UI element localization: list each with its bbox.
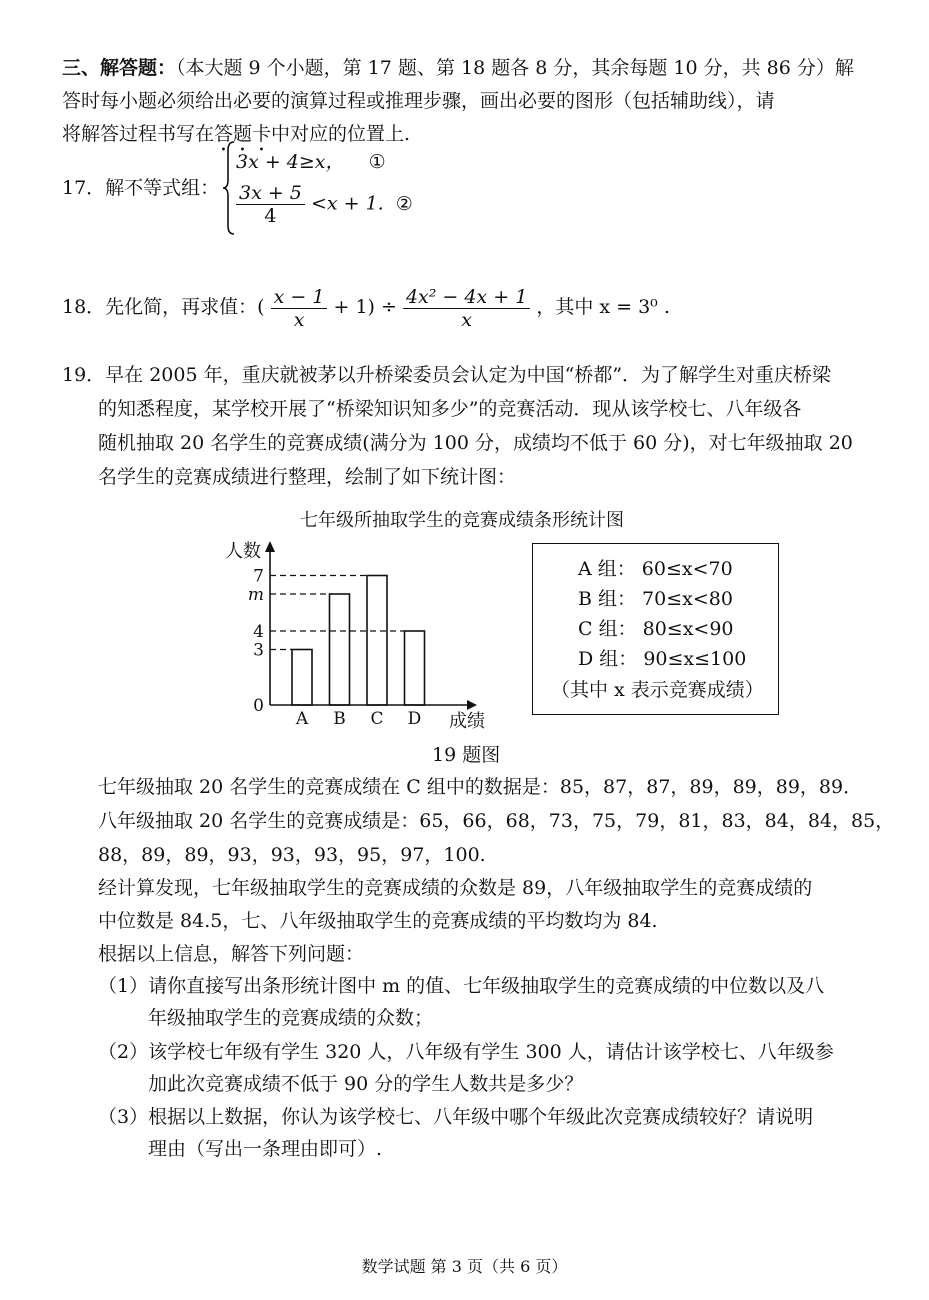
bar-c bbox=[367, 576, 387, 706]
q17-fraction bbox=[236, 182, 305, 227]
section-title: 三、解答题： bbox=[62, 57, 177, 79]
legend-item-c: C 组： 80≤x<90 bbox=[578, 618, 734, 640]
q19-body-6: 根据以上信息，解答下列问题： bbox=[98, 943, 365, 965]
q19-body-4: 经计算发现，七年级抽取学生的竞赛成绩的众数是 89，八年级抽取学生的竞赛成绩的 bbox=[98, 877, 813, 899]
q18-fraction-1 bbox=[271, 286, 328, 331]
y-axis-label: 人数 bbox=[225, 541, 261, 562]
q19-body-3: 88，89，89，93，93，93，95，97，100. bbox=[98, 844, 486, 866]
legend-item-b: B 组： 70≤x<80 bbox=[578, 588, 733, 610]
q19-sub2-line1: （2）该学校七年级有学生 320 人，八年级有学生 300 人，请估计该学校七、八年级参 bbox=[98, 1041, 834, 1063]
q17-inequality-1 bbox=[236, 147, 386, 177]
chart-guides bbox=[270, 576, 405, 650]
x-tick-c: C bbox=[370, 709, 384, 729]
y-axis-arrow bbox=[265, 541, 275, 552]
x-tick-a: A bbox=[295, 709, 309, 729]
q19-sub2-line2: 加此次竞赛成绩不低于 90 分的学生人数共是多少？ bbox=[148, 1073, 584, 1095]
q19-body-5: 中位数是 84.5，七、八年级抽取学生的竞赛成绩的平均数均为 84. bbox=[98, 910, 658, 932]
q19-sub1-line2: 年级抽取学生的竞赛成绩的众数； bbox=[148, 1007, 434, 1029]
y-tick-7: 7 bbox=[253, 566, 264, 587]
y-tick-m: m bbox=[247, 585, 264, 605]
q18-frac2-num: 4x² − 4x + 1 bbox=[403, 286, 530, 309]
q17-marker-1: ① bbox=[368, 151, 386, 173]
answer-card-emphasis: 答题卡 bbox=[214, 123, 272, 145]
bar-b bbox=[330, 594, 350, 705]
bar-chart bbox=[225, 535, 495, 735]
bar-a bbox=[292, 650, 312, 706]
q18-fraction-2 bbox=[403, 286, 530, 331]
legend-item-d: D 组： 90≤x≤100 bbox=[578, 648, 747, 670]
section-text-1: （本大题 9 个小题，第 17 题、第 18 题各 8 分，其余每题 10 分，共 86 分）解 bbox=[176, 57, 854, 79]
legend-item-a: A 组： 60≤x<70 bbox=[578, 558, 733, 580]
x-axis-arrow bbox=[467, 700, 477, 710]
q19-intro-2: 的知悉程度，某学校开展了“桥梁知识知多少”的竞赛活动．现从该学校七、八年级各 bbox=[98, 398, 802, 420]
q19-sub3-line1: （3）根据以上数据，你认为该学校七、八年级中哪个年级此次竞赛成绩较好？请说明 bbox=[98, 1106, 814, 1128]
q19-sub1-line1: （1）请你直接写出条形统计图中 m 的值、七年级抽取学生的竞赛成绩的中位数以及八 bbox=[98, 975, 825, 997]
q19-intro-4: 名学生的竞赛成绩进行整理，绘制了如下统计图： bbox=[98, 466, 517, 488]
q18-plus-one: + 1) ÷ bbox=[333, 296, 397, 318]
q18-frac2-den: x bbox=[461, 308, 472, 331]
section-header-line-1 bbox=[62, 53, 854, 83]
chart-bars bbox=[292, 576, 425, 706]
q18-frac1-den: x bbox=[293, 308, 305, 331]
chart-yticks bbox=[248, 567, 264, 717]
q18-label: 18．先化简，再求值：( bbox=[62, 296, 265, 318]
y-tick-4: 4 bbox=[253, 622, 264, 642]
q18-tail: ，其中 x = 3⁰ . bbox=[536, 296, 670, 318]
q17-inequality-2 bbox=[236, 182, 413, 227]
section-text-3a: 将解答过程书写在 bbox=[62, 123, 215, 145]
q17-ineq1: 3x + 4≥x， bbox=[236, 151, 345, 173]
chart-title: 七年级所抽取学生的竞赛成绩条形统计图 bbox=[300, 510, 624, 531]
x-axis-label: 成绩 bbox=[449, 711, 485, 732]
q17-frac-num: 3x + 5 bbox=[236, 182, 305, 205]
y-tick-3: 3 bbox=[253, 640, 264, 661]
q17-brace bbox=[222, 140, 236, 241]
q19-body-2: 八年级抽取 20 名学生的竞赛成绩是：65，66，68，73，75，79，81，83，84，84，85， bbox=[98, 810, 895, 832]
q17-label: 17．解不等式组： bbox=[62, 177, 220, 199]
q18-line bbox=[62, 283, 670, 331]
bar-d bbox=[405, 631, 425, 705]
q19-sub3-line2: 理由（写出一条理由即可）. bbox=[148, 1138, 383, 1160]
q17-frac-den: 4 bbox=[264, 205, 277, 227]
q17-marker-2: ② bbox=[395, 192, 413, 215]
x-tick-b: B bbox=[333, 709, 346, 729]
q19-intro-1: 19．早在 2005 年，重庆就被茅以升桥梁委员会认定为中国“桥都”．为了解学生对重庆桥梁 bbox=[62, 364, 832, 386]
chart-xticks bbox=[295, 709, 421, 729]
y-tick-0: 0 bbox=[253, 696, 264, 716]
page-footer: 数学试题 第 3 页（共 6 页） bbox=[361, 1257, 568, 1276]
section-text-3b: 中对应的位置上. bbox=[271, 123, 411, 145]
x-tick-d: D bbox=[407, 709, 422, 729]
q19-intro-3: 随机抽取 20 名学生的竞赛成绩(满分为 100 分，成绩均不低于 60 分)，对七年级抽取 20 bbox=[98, 432, 853, 454]
q19-body-1: 七年级抽取 20 名学生的竞赛成绩在 C 组中的数据是：85，87，87，89，89，89，89． bbox=[98, 776, 863, 798]
q17-ineq2-rest: <x + 1. bbox=[310, 192, 384, 215]
figure-caption: 19 题图 bbox=[432, 744, 501, 766]
q18-frac1-num: x − 1 bbox=[271, 286, 328, 309]
legend-note: （其中 x 表示竞赛成绩） bbox=[551, 679, 764, 701]
section-header-line-2: 答时每小题必须给出必要的演算过程或推理步骤，画出必要的图形（包括辅助线），请 bbox=[62, 90, 775, 112]
group-legend bbox=[532, 543, 779, 715]
